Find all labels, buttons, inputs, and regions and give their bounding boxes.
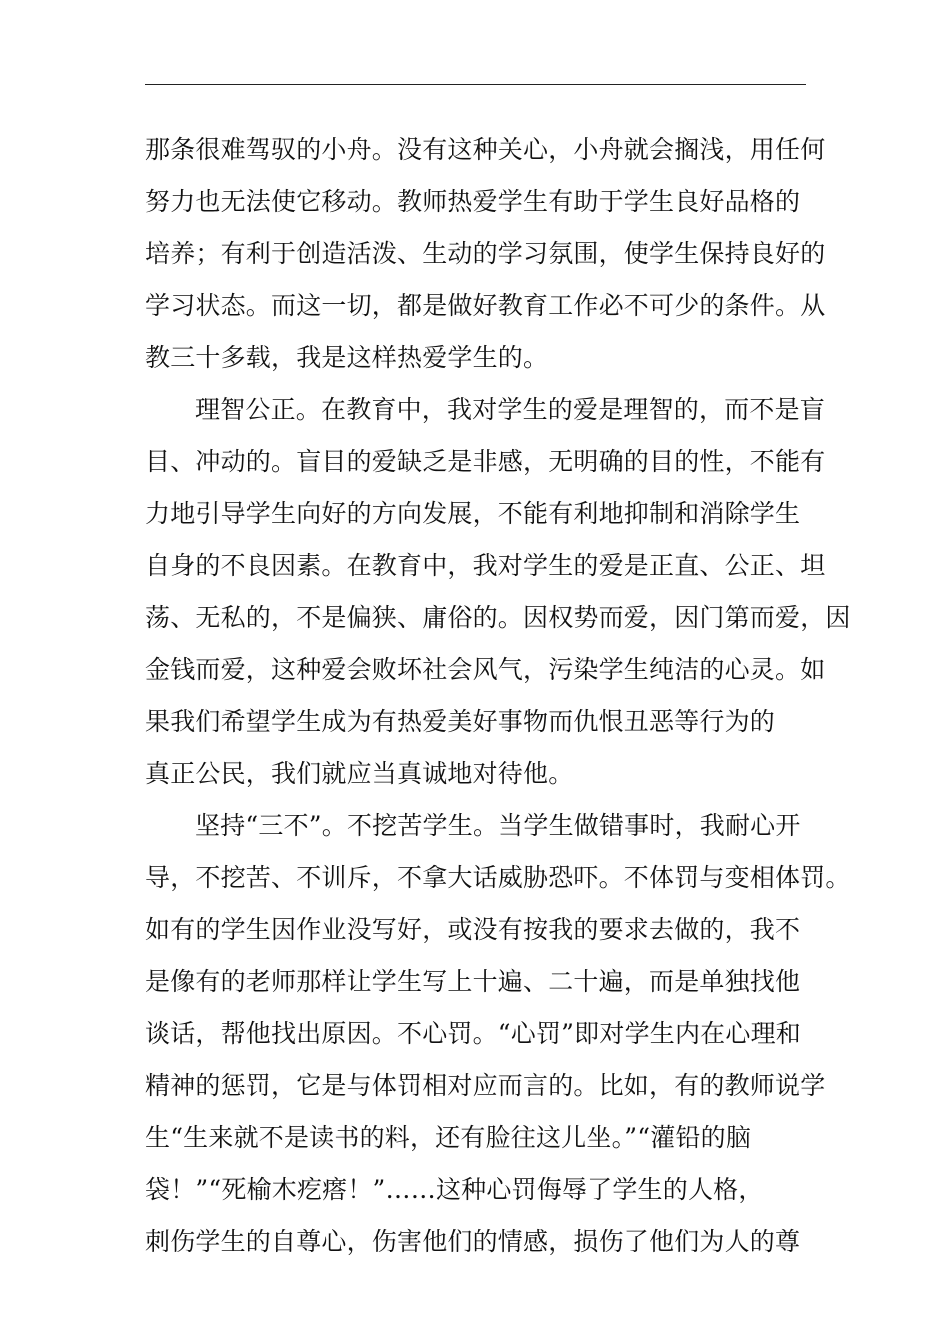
text-line: 自身的不良因素。在教育中，我对学生的爱是正直、公正、坦: [145, 551, 826, 580]
paragraph-start-line: 坚持“三不”。不挖苦学生。当学生做错事时，我耐心开: [195, 811, 801, 840]
text-line: 那条很难驾驭的小舟。没有这种关心，小舟就会搁浅，用任何: [145, 135, 826, 164]
text-line: 培养；有利于创造活泼、生动的学习氛围，使学生保持良好的: [145, 239, 826, 268]
header-rule: [145, 84, 806, 85]
text-line: 荡、无私的，不是偏狭、庸俗的。因权势而爱，因门第而爱，因: [145, 603, 851, 632]
text-line: 刺伤学生的自尊心，伤害他们的情感，损伤了他们为人的尊: [145, 1227, 801, 1256]
text-line: 是像有的老师那样让学生写上十遍、二十遍，而是单独找他: [145, 967, 801, 996]
text-line: 努力也无法使它移动。教师热爱学生有助于学生良好品格的: [145, 187, 801, 216]
text-line: 如有的学生因作业没写好，或没有按我的要求去做的，我不: [145, 915, 801, 944]
text-line: 谈话，帮他找出原因。不心罚。“心罚”即对学生内在心理和: [145, 1019, 801, 1048]
text-line: 果我们希望学生成为有热爱美好事物而仇恨丑恶等行为的: [145, 707, 776, 736]
text-line: 教三十多载，我是这样热爱学生的。: [145, 343, 549, 372]
text-line: 目、冲动的。盲目的爱缺乏是非感，无明确的目的性，不能有: [145, 447, 826, 476]
text-line: 力地引导学生向好的方向发展，不能有利地抑制和消除学生: [145, 499, 801, 528]
text-line: 袋！”“死榆木疙瘩！”……这种心罚侮辱了学生的人格，: [145, 1175, 764, 1204]
text-line: 导，不挖苦、不训斥，不拿大话威胁恐吓。不体罚与变相体罚。: [145, 863, 851, 892]
text-line: 学习状态。而这一切，都是做好教育工作必不可少的条件。从: [145, 291, 826, 320]
text-line: 生“生来就不是读书的料，还有脸往这儿坐。”“灌铅的脑: [145, 1123, 752, 1152]
paragraph-start-line: 理智公正。在教育中，我对学生的爱是理智的，而不是盲: [195, 395, 826, 424]
text-line: 真正公民，我们就应当真诚地对待他。: [145, 759, 574, 788]
text-line: 金钱而爱，这种爱会败坏社会风气，污染学生纯洁的心灵。如: [145, 655, 826, 684]
body-text: [145, 124, 851, 1268]
text-line: 精神的惩罚，它是与体罚相对应而言的。比如，有的教师说学: [145, 1071, 826, 1100]
